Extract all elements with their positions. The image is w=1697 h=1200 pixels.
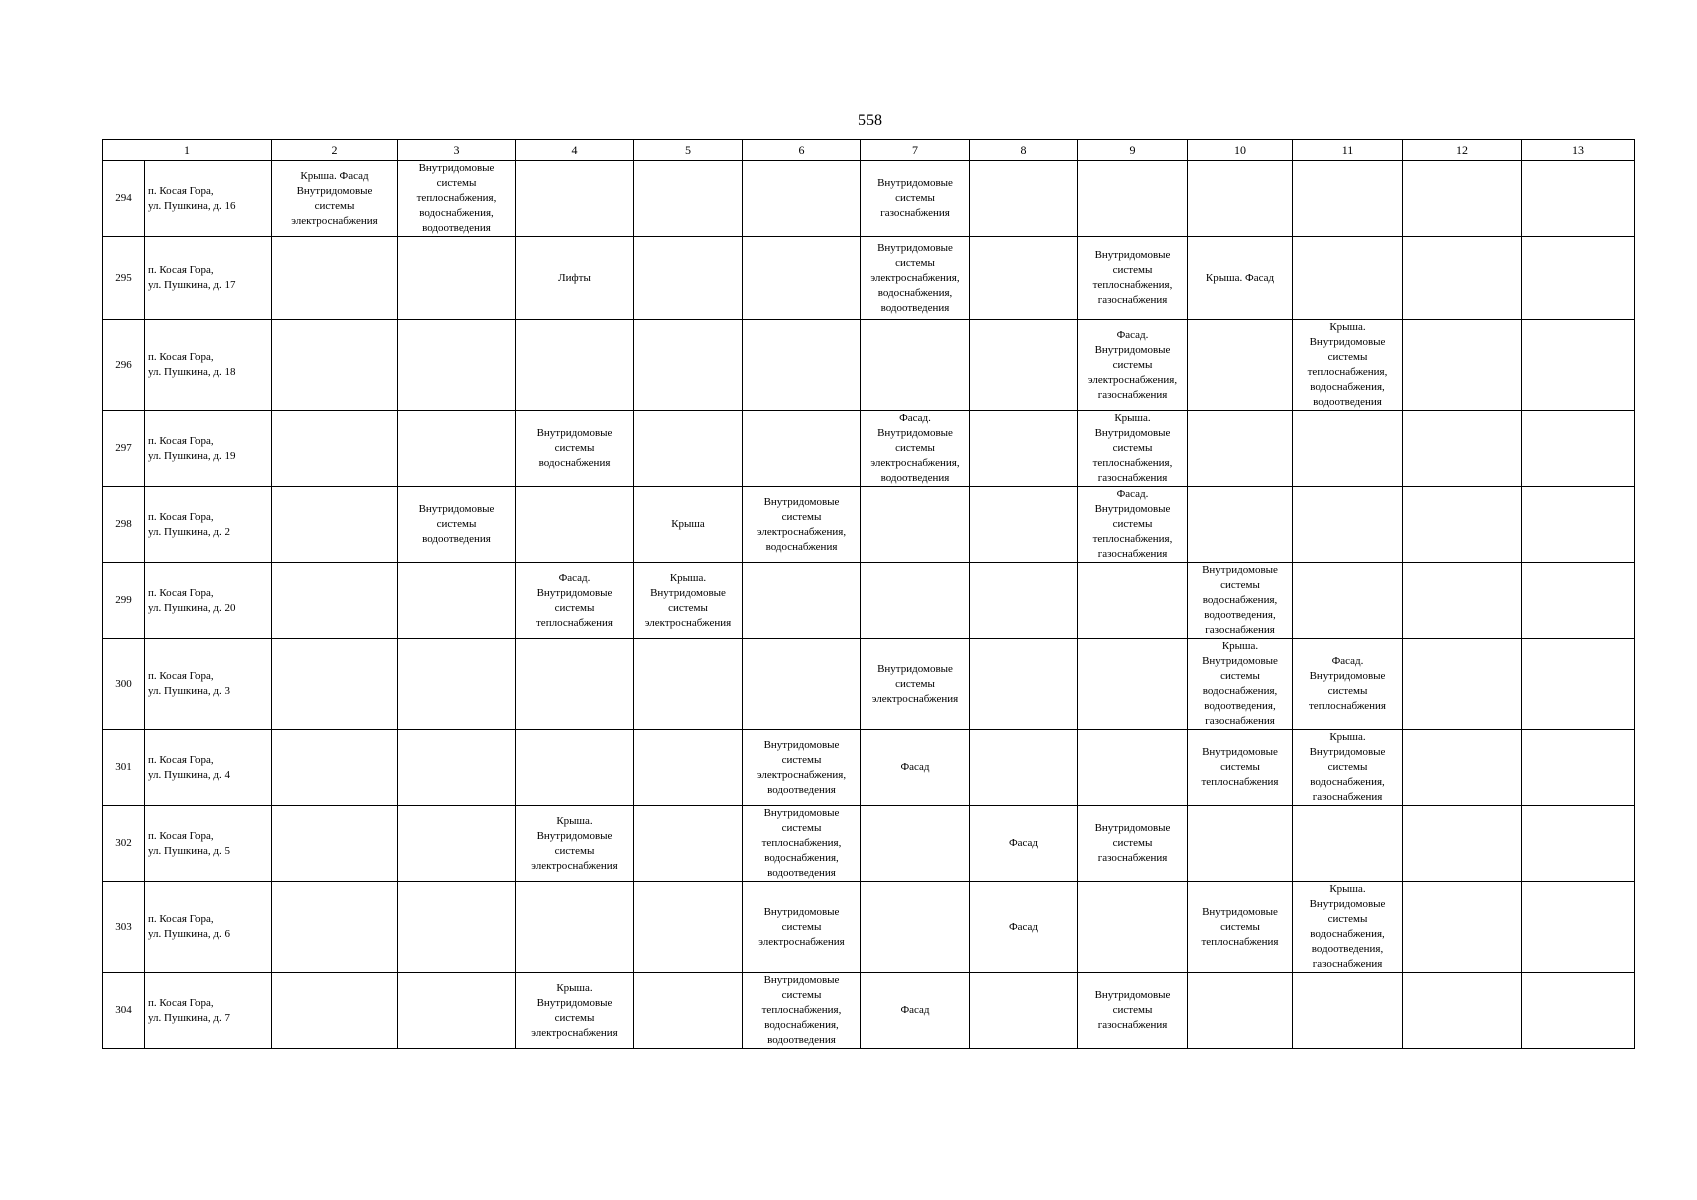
work-cell <box>861 563 970 639</box>
work-cell <box>1078 639 1188 730</box>
row-number: 294 <box>103 161 145 237</box>
column-header: 5 <box>634 140 743 161</box>
work-cell <box>970 161 1078 237</box>
work-cell: Крыша. Фасад <box>1188 237 1293 320</box>
work-cell <box>634 806 743 882</box>
column-header: 2 <box>272 140 398 161</box>
work-cell: Крыша. Внутридомовые системы электроснабжения <box>516 973 634 1049</box>
work-cell <box>272 563 398 639</box>
work-cell <box>1078 882 1188 973</box>
row-number: 296 <box>103 320 145 411</box>
table-row <box>103 237 1635 320</box>
work-cell: Внутридомовые системы теплоснабжения, газоснабжения <box>1078 237 1188 320</box>
work-cell <box>861 487 970 563</box>
work-cell <box>634 411 743 487</box>
work-cell <box>1293 563 1403 639</box>
column-header: 12 <box>1403 140 1522 161</box>
work-cell <box>1522 882 1635 973</box>
row-number: 303 <box>103 882 145 973</box>
row-number: 295 <box>103 237 145 320</box>
work-cell <box>516 882 634 973</box>
work-cell <box>743 161 861 237</box>
work-cell: Внутридомовые системы электроснабжения, водоснабжения, водоотведения <box>861 237 970 320</box>
work-cell <box>1522 487 1635 563</box>
work-cell <box>1188 411 1293 487</box>
work-cell <box>1403 730 1522 806</box>
work-cell <box>1078 161 1188 237</box>
work-cell <box>398 411 516 487</box>
table-row <box>103 563 1635 639</box>
work-cell <box>516 730 634 806</box>
work-cell <box>1078 563 1188 639</box>
work-cell: Внутридомовые системы теплоснабжения, водоснабжения, водоотведения <box>743 973 861 1049</box>
work-cell <box>861 320 970 411</box>
work-cell <box>516 161 634 237</box>
column-header: 10 <box>1188 140 1293 161</box>
work-cell: Внутридомовые системы электроснабжения <box>743 882 861 973</box>
table-row <box>103 882 1635 973</box>
work-cell: Крыша. Внутридомовые системы теплоснабжения, газоснабжения <box>1078 411 1188 487</box>
column-header: 1 <box>103 140 272 161</box>
work-cell <box>1293 806 1403 882</box>
column-header: 9 <box>1078 140 1188 161</box>
work-cell <box>634 730 743 806</box>
work-cell <box>970 730 1078 806</box>
work-cell <box>272 237 398 320</box>
address-cell: п. Косая Гора, ул. Пушкина, д. 5 <box>145 806 272 882</box>
work-cell <box>861 806 970 882</box>
row-number: 301 <box>103 730 145 806</box>
work-cell <box>516 639 634 730</box>
work-cell <box>398 639 516 730</box>
work-cell <box>398 973 516 1049</box>
address-cell: п. Косая Гора, ул. Пушкина, д. 3 <box>145 639 272 730</box>
address-cell: п. Косая Гора, ул. Пушкина, д. 4 <box>145 730 272 806</box>
work-cell <box>272 973 398 1049</box>
work-cell <box>1293 973 1403 1049</box>
work-cell: Внутридомовые системы электроснабжения <box>861 639 970 730</box>
work-cell <box>1188 487 1293 563</box>
column-header: 11 <box>1293 140 1403 161</box>
work-cell <box>634 237 743 320</box>
work-cell: Фасад <box>970 806 1078 882</box>
work-cell <box>1522 806 1635 882</box>
work-cell <box>1403 320 1522 411</box>
work-cell <box>743 320 861 411</box>
work-cell: Фасад <box>861 973 970 1049</box>
work-cell <box>743 411 861 487</box>
work-cell <box>1293 411 1403 487</box>
work-cell <box>743 563 861 639</box>
work-cell <box>634 320 743 411</box>
row-number: 302 <box>103 806 145 882</box>
work-cell <box>1403 806 1522 882</box>
table-row <box>103 161 1635 237</box>
address-cell: п. Косая Гора, ул. Пушкина, д. 2 <box>145 487 272 563</box>
address-cell: п. Косая Гора, ул. Пушкина, д. 19 <box>145 411 272 487</box>
work-cell <box>1293 161 1403 237</box>
work-cell: Внутридомовые системы газоснабжения <box>1078 973 1188 1049</box>
work-cell <box>1403 882 1522 973</box>
work-cell <box>1522 320 1635 411</box>
work-cell: Крыша. Внутридомовые системы теплоснабжения, водоснабжения, водоотведения <box>1293 320 1403 411</box>
column-header: 13 <box>1522 140 1635 161</box>
row-number: 300 <box>103 639 145 730</box>
work-cell <box>970 563 1078 639</box>
work-cell <box>1188 320 1293 411</box>
work-cell: Фасад. Внутридомовые системы электроснабжения, водоотведения <box>861 411 970 487</box>
work-cell <box>272 806 398 882</box>
work-cell <box>743 639 861 730</box>
work-cell <box>1293 487 1403 563</box>
work-cell: Крыша <box>634 487 743 563</box>
column-header: 3 <box>398 140 516 161</box>
page-number: 558 <box>858 112 882 129</box>
work-cell: Внутридомовые системы электроснабжения, водоснабжения <box>743 487 861 563</box>
work-cell <box>970 411 1078 487</box>
work-cell <box>861 882 970 973</box>
address-cell: п. Косая Гора, ул. Пушкина, д. 7 <box>145 973 272 1049</box>
row-number: 298 <box>103 487 145 563</box>
work-cell <box>970 487 1078 563</box>
table-row <box>103 730 1635 806</box>
work-cell: Внутридомовые системы газоснабжения <box>861 161 970 237</box>
work-cell <box>1188 806 1293 882</box>
work-cell: Крыша. Внутридомовые системы электроснабжения <box>516 806 634 882</box>
work-cell <box>634 973 743 1049</box>
work-cell <box>398 882 516 973</box>
work-cell <box>970 973 1078 1049</box>
work-cell <box>1403 973 1522 1049</box>
work-cell <box>1403 639 1522 730</box>
work-cell <box>272 639 398 730</box>
work-cell: Фасад. Внутридомовые системы теплоснабжения <box>1293 639 1403 730</box>
work-cell: Крыша. Внутридомовые системы электроснабжения <box>634 563 743 639</box>
work-cell: Фасад. Внутридомовые системы теплоснабжения, газоснабжения <box>1078 487 1188 563</box>
work-cell: Крыша. Фасад Внутридомовые системы электроснабжения <box>272 161 398 237</box>
work-cell <box>1522 563 1635 639</box>
work-cell <box>398 320 516 411</box>
work-cell <box>1293 237 1403 320</box>
work-cell <box>970 320 1078 411</box>
table-row <box>103 973 1635 1049</box>
work-cell <box>634 161 743 237</box>
work-cell: Внутридомовые системы теплоснабжения, водоснабжения, водоотведения <box>398 161 516 237</box>
work-cell: Крыша. Внутридомовые системы водоснабжения, газоснабжения <box>1293 730 1403 806</box>
work-cell <box>272 487 398 563</box>
work-cell <box>1188 973 1293 1049</box>
work-cell: Лифты <box>516 237 634 320</box>
work-cell <box>398 730 516 806</box>
address-cell: п. Косая Гора, ул. Пушкина, д. 20 <box>145 563 272 639</box>
work-cell <box>272 730 398 806</box>
address-cell: п. Косая Гора, ул. Пушкина, д. 16 <box>145 161 272 237</box>
work-cell <box>272 320 398 411</box>
work-cell <box>1522 730 1635 806</box>
work-cell <box>272 882 398 973</box>
work-cell: Внутридомовые системы газоснабжения <box>1078 806 1188 882</box>
work-cell <box>1078 730 1188 806</box>
work-cell <box>1522 639 1635 730</box>
work-cell <box>1188 161 1293 237</box>
table-row <box>103 411 1635 487</box>
table-row <box>103 806 1635 882</box>
work-cell <box>516 320 634 411</box>
column-header: 6 <box>743 140 861 161</box>
work-cell <box>1522 411 1635 487</box>
work-cell <box>398 563 516 639</box>
work-cell <box>634 639 743 730</box>
table-row <box>103 639 1635 730</box>
work-cell <box>516 487 634 563</box>
work-cell: Фасад <box>970 882 1078 973</box>
work-cell <box>272 411 398 487</box>
row-number: 304 <box>103 973 145 1049</box>
row-number: 297 <box>103 411 145 487</box>
header-row <box>103 140 1635 161</box>
repair-schedule-table <box>102 139 1635 1049</box>
work-cell: Внутридомовые системы теплоснабжения, водоснабжения, водоотведения <box>743 806 861 882</box>
column-header: 8 <box>970 140 1078 161</box>
work-cell <box>1403 161 1522 237</box>
table-row <box>103 487 1635 563</box>
column-header: 7 <box>861 140 970 161</box>
column-header: 4 <box>516 140 634 161</box>
address-cell: п. Косая Гора, ул. Пушкина, д. 18 <box>145 320 272 411</box>
work-cell: Внутридомовые системы водоснабжения <box>516 411 634 487</box>
work-cell: Внутридомовые системы теплоснабжения <box>1188 882 1293 973</box>
work-cell: Внутридомовые системы водоснабжения, водоотведения, газоснабжения <box>1188 563 1293 639</box>
work-cell: Крыша. Внутридомовые системы водоснабжения, водоотведения, газоснабжения <box>1188 639 1293 730</box>
work-cell <box>1522 973 1635 1049</box>
work-cell: Внутридомовые системы водоотведения <box>398 487 516 563</box>
work-cell: Крыша. Внутридомовые системы водоснабжения, водоотведения, газоснабжения <box>1293 882 1403 973</box>
work-cell <box>1522 237 1635 320</box>
work-cell <box>1403 237 1522 320</box>
work-cell <box>398 806 516 882</box>
work-cell: Фасад <box>861 730 970 806</box>
work-cell: Фасад. Внутридомовые системы электроснабжения, газоснабжения <box>1078 320 1188 411</box>
work-cell <box>1403 487 1522 563</box>
work-cell <box>743 237 861 320</box>
work-cell <box>1522 161 1635 237</box>
address-cell: п. Косая Гора, ул. Пушкина, д. 6 <box>145 882 272 973</box>
work-cell <box>1403 563 1522 639</box>
table-row <box>103 320 1635 411</box>
work-cell <box>634 882 743 973</box>
work-cell <box>398 237 516 320</box>
work-cell <box>970 237 1078 320</box>
work-cell <box>1403 411 1522 487</box>
work-cell: Внутридомовые системы теплоснабжения <box>1188 730 1293 806</box>
work-cell <box>970 639 1078 730</box>
address-cell: п. Косая Гора, ул. Пушкина, д. 17 <box>145 237 272 320</box>
work-cell: Внутридомовые системы электроснабжения, водоотведения <box>743 730 861 806</box>
work-cell: Фасад. Внутридомовые системы теплоснабжения <box>516 563 634 639</box>
row-number: 299 <box>103 563 145 639</box>
